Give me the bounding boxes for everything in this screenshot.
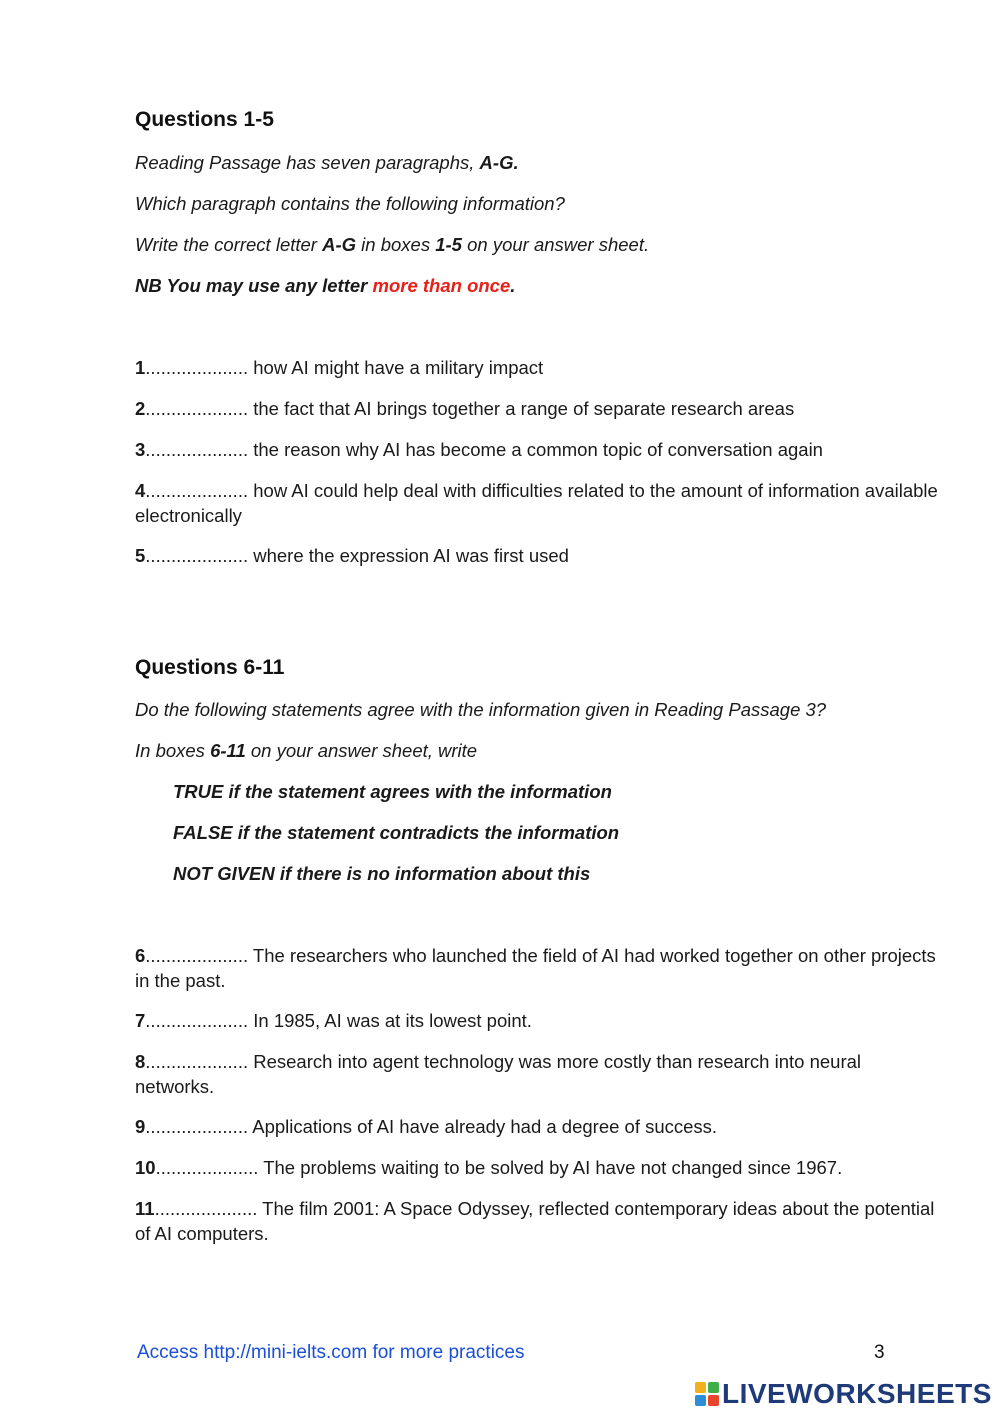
question-item: 9.................... Applications of AI have already had a degree of success. xyxy=(135,1116,718,1137)
answer-blank[interactable]: .................... xyxy=(145,1051,249,1072)
answer-blank[interactable]: .................... xyxy=(145,357,249,378)
option-true: TRUE if the statement agrees with the information xyxy=(173,781,612,802)
answer-blank[interactable]: .................... xyxy=(145,1010,249,1031)
logo-text: LIVEWORKSHEETS xyxy=(722,1378,992,1409)
question-item: 1.................... how AI might have a military impact xyxy=(135,357,544,378)
logo-square xyxy=(708,1395,719,1406)
logo-square xyxy=(695,1395,706,1406)
footer-link[interactable]: Access http://mini-ielts.com for more practices xyxy=(137,1342,525,1363)
logo-square xyxy=(708,1382,719,1393)
section1-instruction-2: Which paragraph contains the following information? xyxy=(135,193,565,214)
question-item: 3.................... the reason why AI has become a common topic of conversation again xyxy=(135,439,823,460)
answer-blank[interactable]: .................... xyxy=(154,1198,258,1219)
option-false: FALSE if the statement contradicts the information xyxy=(173,822,620,843)
answer-blank[interactable]: .................... xyxy=(145,398,249,419)
answer-blank[interactable]: .................... xyxy=(145,945,249,966)
logo-square xyxy=(695,1382,706,1393)
question-item: 8.................... Research into agent technology was more costly than research into neural networks. xyxy=(135,1051,862,1097)
question-item: 5.................... where the expression AI was first used xyxy=(135,545,569,566)
question-item: 2.................... the fact that AI brings together a range of separate research areas xyxy=(135,398,795,419)
answer-blank[interactable]: .................... xyxy=(145,439,249,460)
answer-blank[interactable]: .................... xyxy=(155,1157,259,1178)
option-not-given: NOT GIVEN if there is no information about this xyxy=(173,863,591,884)
question-item: 11.................... The film 2001: A Space Odyssey, reflected contemporary ideas about the potential of AI computers. xyxy=(135,1198,935,1244)
page-number: 3 xyxy=(874,1342,885,1363)
section2-heading: Questions 6-11 xyxy=(135,656,285,679)
section1-nb-note: NB You may use any letter more than once. xyxy=(135,275,516,296)
section1-instruction-1: Reading Passage has seven paragraphs, A-G. xyxy=(135,152,519,173)
answer-blank[interactable]: .................... xyxy=(145,1116,249,1137)
section2-instruction-1: Do the following statements agree with the information given in Reading Passage 3? xyxy=(135,699,827,720)
question-item: 6.................... The researchers who launched the field of AI had worked together on other projects in the past. xyxy=(135,945,936,991)
answer-blank[interactable]: .................... xyxy=(145,545,249,566)
liveworksheets-logo xyxy=(695,1378,992,1410)
question-item: 10.................... The problems waiting to be solved by AI have not changed since 1967. xyxy=(135,1157,843,1178)
question-item: 4.................... how AI could help deal with difficulties related to the amount of information available electronically xyxy=(135,480,938,526)
question-item: 7.................... In 1985, AI was at its lowest point. xyxy=(135,1010,532,1031)
section1-heading: Questions 1-5 xyxy=(135,108,274,131)
answer-blank[interactable]: .................... xyxy=(145,480,249,501)
logo-mark-icon xyxy=(695,1382,719,1406)
section2-instruction-2: In boxes 6-11 on your answer sheet, write xyxy=(135,740,478,761)
section1-instruction-3: Write the correct letter A-G in boxes 1-5 on your answer sheet. xyxy=(135,234,650,255)
